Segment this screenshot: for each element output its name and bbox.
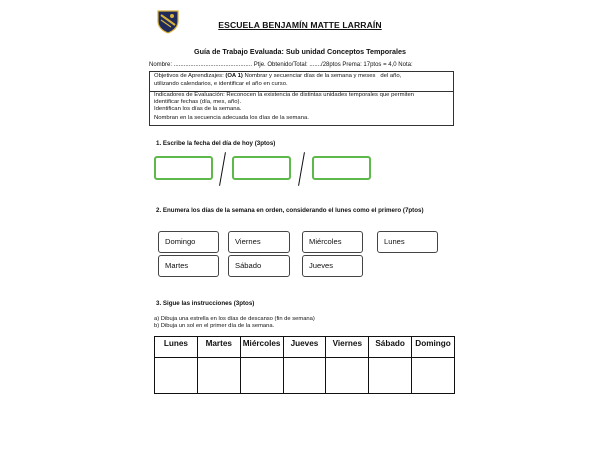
date-separator xyxy=(219,152,226,186)
day-input-box[interactable] xyxy=(154,156,213,180)
objectives-box xyxy=(149,71,454,126)
table-header-sabado: Sábado xyxy=(369,337,412,358)
instruction-a: a) Dibuja una estrella en los días de descanso (fin de semana) xyxy=(154,316,315,322)
date-separator xyxy=(298,152,305,186)
indicator-line: Nombran en la secuencia adecuada los días de la semana. xyxy=(154,115,309,121)
day-card-miercoles[interactable]: Miércoles xyxy=(302,231,363,253)
table-header-viernes: Viernes xyxy=(326,337,369,358)
instruction-b: b) Dibuja un sol en el primer día de la semana. xyxy=(154,323,275,329)
day-card-viernes[interactable]: Viernes xyxy=(228,231,290,253)
indicator-line: identificar fechas (día, mes, año). xyxy=(154,99,242,105)
guide-title: Guía de Trabajo Evaluada: Sub unidad Conceptos Temporales xyxy=(194,47,406,56)
drawing-cell-domingo[interactable] xyxy=(412,358,455,394)
table-header-lunes: Lunes xyxy=(155,337,198,358)
objective-line: Objetivos de Aprendizajes: (OA 1) Nombrar y secuenciar días de la semana y meses del año, xyxy=(154,73,402,79)
question-1-title: 1. Escribe la fecha del día de hoy (3ptos) xyxy=(156,140,276,147)
drawing-cell-martes[interactable] xyxy=(197,358,240,394)
day-card-jueves[interactable]: Jueves xyxy=(302,255,363,277)
table-header-jueves: Jueves xyxy=(283,337,326,358)
day-card-sabado[interactable]: Sábado xyxy=(228,255,290,277)
question-2-title: 2. Enumera los días de la semana en orden, considerando el lunes como el primero (7ptos) xyxy=(156,207,424,214)
day-card-domingo[interactable]: Domingo xyxy=(158,231,219,253)
student-info-line: Nombre: ............................................... Ptje. Obtenido/Total: ......./28ptos Prema: 17ptos = 4,0 Nota: xyxy=(149,62,413,68)
drawing-cell-miercoles[interactable] xyxy=(240,358,283,394)
table-header-martes: Martes xyxy=(197,337,240,358)
day-card-lunes[interactable]: Lunes xyxy=(377,231,438,253)
school-title: ESCUELA BENJAMÍN MATTE LARRAÍN xyxy=(218,20,382,30)
indicator-line: Identifican los días de la semana. xyxy=(154,106,242,112)
table-header-miercoles: Miércoles xyxy=(240,337,283,358)
drawing-cell-lunes[interactable] xyxy=(155,358,198,394)
drawing-cell-jueves[interactable] xyxy=(283,358,326,394)
objective-line: utilizando calendarios, e identificar el año en curso. xyxy=(154,81,288,87)
table-header-domingo: Domingo xyxy=(412,337,455,358)
question-3-title: 3. Sigue las instrucciones (3ptos) xyxy=(156,300,255,307)
indicator-line: Indicadores de Evaluación: Reconocen la existencia de distintas unidades temporales que permiten xyxy=(154,92,415,98)
day-card-martes[interactable]: Martes xyxy=(158,255,219,277)
month-input-box[interactable] xyxy=(232,156,291,180)
week-drawing-table xyxy=(154,336,455,394)
year-input-box[interactable] xyxy=(312,156,371,180)
drawing-cell-sabado[interactable] xyxy=(369,358,412,394)
drawing-cell-viernes[interactable] xyxy=(326,358,369,394)
